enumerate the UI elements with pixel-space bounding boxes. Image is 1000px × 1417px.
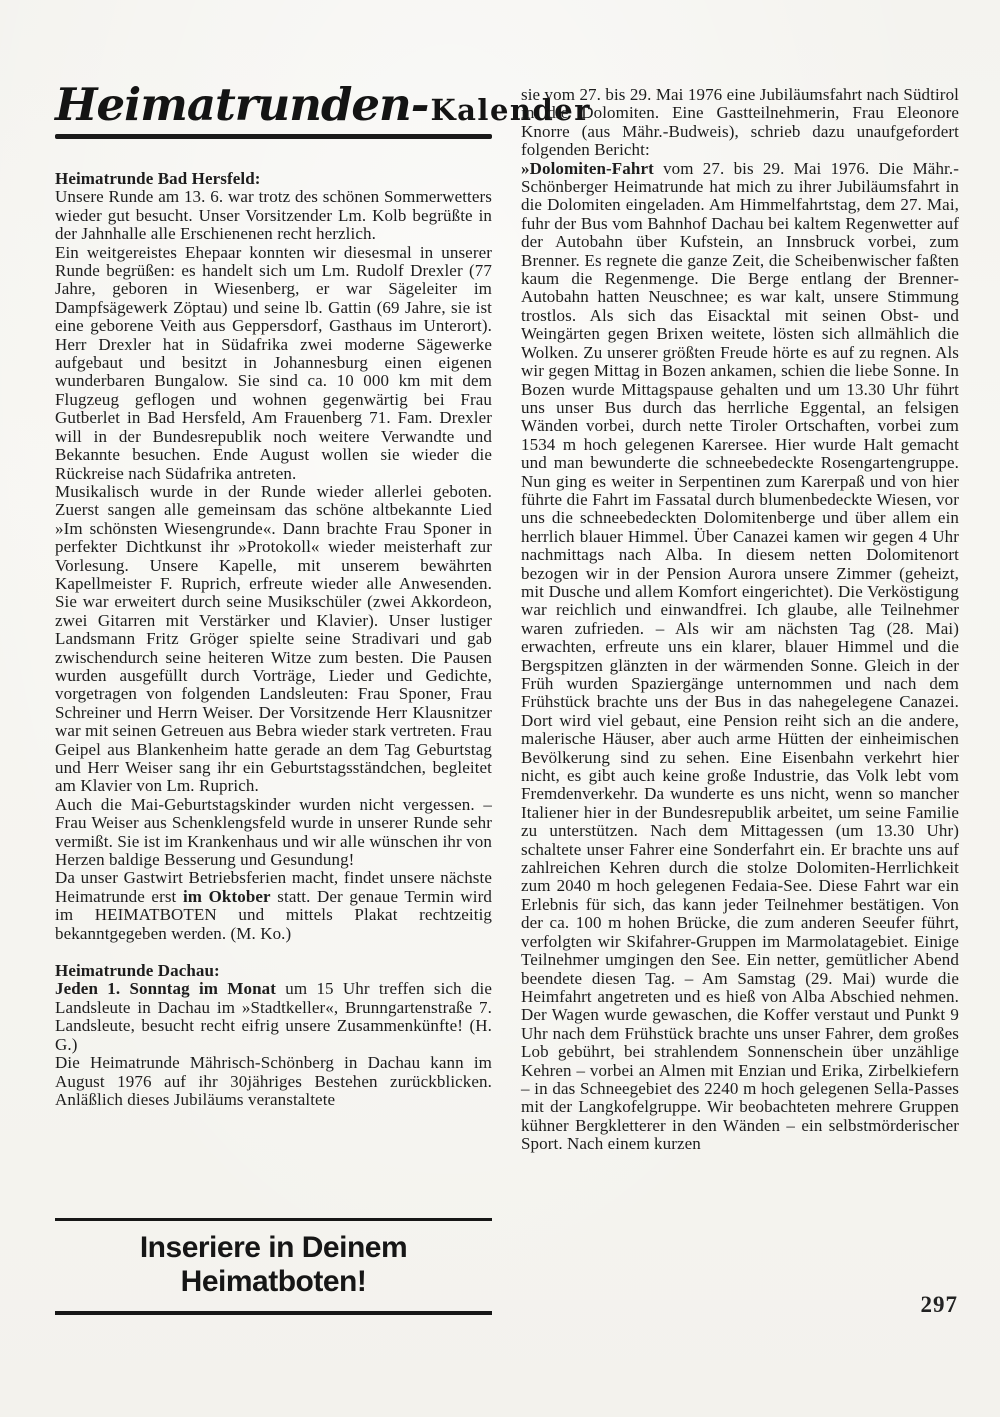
masthead <box>55 78 591 131</box>
masthead-rule <box>55 134 492 139</box>
paragraph-text: vom 27. bis 29. Mai 1976. Die Mähr.-Schönberger Heimatrunde hat mich zu ihrer Jubiläumsfahrt in die Dolomiten eingeladen. Am Himmelfahrtstag, dem 27. Mai, fuhr der Bus vom Bahnhof Dachau bei kaltem Regenwetter auf der Autobahn über Kufstein, an Innsbruck vorbei, zum Brenner. Es regnete die ganze Zeit, die Scheibenwischer faßten kaum die Regenmenge. Die Berge entlang der Brenner-Autobahn hatten Neuschnee; es war kalt, unsere Stimmung trostlos. Als sich das Eisacktal mit seinen Obst- und Weingärten gegen Brixen weitete, lösten sich allmählich die Wolken. Zu unserer größten Freude hörte es auf zu regnen. Als wir gegen Mittag in Bozen ankamen, schien die liebe Sonne. In Bozen wurde Mittagspause gehalten und um 13.30 Uhr führt uns unser Bus durch das herrliche Eggental, an felsigen Wänden vorbei, durch nette Tiroler Ortschaften, vorbei zum 1534 m hoch gelegenen Karersee. Hier wurde Halt gemacht und man bewunderte die schneebedeckte Rosengartengruppe. Nun ging es weiter in Serpentinen zum Karerpaß und von hier führte die Fahrt im Fassatal durch blumenbedeckte Wiesen, vor uns die schneebedeckten Dolomitenberge und über allem ein herrlich blauer Himmel. Über Canazei kamen wir gegen 4 Uhr nachmittags nach Alba. In diesem netten Dolomitenort bezogen wir in der Pension Aurora unsere Zimmer (geheizt, mit Dusche und allem Komfort eingerichtet). Die Verköstigung war reichlich und einwandfrei. Ich glaube, alle Teilnehmer waren zufrieden. – Als wir am nächsten Tag (28. Mai) erwachten, erfreute uns ein klarer, blauer Himmel und die Bergspitzen glänzten in der wärmenden Sonne. Gleich in der Früh wurden Spaziergänge unternommen und nach dem Frühstück brachte uns der Bus in das nahegelegene Canazei. Dort wird viel gebaut, eine Pension reiht sich an die andere, malerische Häuser, aber auch arme Hütten der einheimischen Bevölkerung sind zu sehen. Eine Eisenbahn verkehrt hier nicht, es gibt auch keine große Industrie, das Volk lebt vom Fremdenverkehr. Da wunderte es uns nicht, wenn so mancher Italiener hier in der Bundesrepublik arbeitet, um seine Familie zu unterstützen. Nach dem Mittagessen (um 13.30 Uhr) schaltete unser Fahrer eine Sonderfahrt ein. Er brachte uns auf zahlreichen Kehren durch die stolze Dolomiten-Herrlichkeit zum 2040 m hoch gelegenen Fedaia-See. Diese Fahrt war ein Erlebnis für sich, das kann jeder Teilnehmer bestätigen. Von der ca. 100 m hohen Brücke, die zum anderen Seeufer führt, verfolgten wir Skifahrer-Gruppen im Marmolatagebiet. Einige Teilnehmer umgingen den See. Ein netter, gemütlicher Abend beendete diesen Tag. – Am Samstag (29. Mai) wurde die Heimfahrt angetreten und es hieß von Alba Abschied nehmen. Der Wagen wurde gewaschen, die Koffer verstaut und Punkt 9 Uhr nach dem Frühstück brachte uns unser Fahrer, dem großes Lob gebührt, bei strahlendem Sonnenschein über unzählige Kehren – vorbei an Almen mit Enzian und Erika, Zirbelkiefern – in das Schneegebiet des 2240 m hoch gelegenen Sella-Passes mit der Langkofelgruppe. Wir beobachteten mehrere Gruppen kühner Bergkletterer in den Wänden – ein selbstmörderischer Sport. Nach einem kurzen <box>521 158 959 1154</box>
page-number: 297 <box>920 1292 958 1317</box>
paragraph: Die Heimatrunde Mährisch-Schönberg in Dachau kann im August 1976 auf ihr 30jähriges Bestehen zurückblicken. Anläßlich dieses Jubiläums veranstaltete <box>55 1053 492 1109</box>
advert-banner <box>55 1218 492 1315</box>
paragraph <box>55 869 492 943</box>
masthead-title-script: Heimatrunden- <box>55 78 429 131</box>
paragraph-bold-text: im Oktober <box>182 886 271 906</box>
paragraph <box>521 160 959 1154</box>
banner-text: Inseriere in Deinem Heimatboten! <box>139 1231 408 1298</box>
paragraph: Auch die Mai-Geburtstagskinder wurden nicht vergessen. – Frau Weiser aus Schenklengsfeld wurde in unserer Runde sehr vermißt. Sie ist im Krankenhaus und wir alle wünschen ihr von Herzen baldige Besserung und Gesundung! <box>55 794 492 870</box>
paragraph: Musikalisch wurde in der Runde wieder allerlei geboten. Zuerst sangen alle gemeinsam das schöne altbekannte Lied »Im schönsten Wiesengrunde«. Dann brachte Frau Sponer in perfekter Dichtkunst ihr »Protokoll« wieder meisterhaft zur Vorlesung. Unsere Kapelle, mit unserem bewährten Kapellmeister F. Ruprich, erfreute wieder alle Anwesenden. Sie war erweitert durch seine Musikschüler (zwei Akkordeon, zwei Gitarren mit Verstärker und Klavier). Unser lustiger Landsmann Fritz Gröger spielte seine Stradivari und gab zwischendurch seine heiteren Witze zum besten. Die Pausen wurden ausgefüllt durch Vorträge, Lieder und Gedichte, vorgetragen von folgenden Landsleuten: Frau Sponer, Frau Schreiner und Herrn Weiser. Der Vorsitzende Herr Klausnitzer war mit seinen Getreuen aus Bebra wieder stark vertreten. Frau Geipel aus Blankenheim hatte gerade an dem Tag Geburtstag und Herr Weiser sang ihr ein Geburtstagsständchen, begleitet am Klavier von Lm. Ruprich. <box>55 481 492 796</box>
paragraph-bold-text: »Dolomiten-Fahrt <box>521 158 654 178</box>
paragraph: sie vom 27. bis 29. Mai 1976 eine Jubiläumsfahrt nach Südtirol in die Dolomiten. Eine Gastteilnehmerin, Frau Eleonore Knorre (aus Mähr.-Budweis), schrieb dazu unaufgefordert folgenden Bericht: <box>521 85 959 160</box>
paragraph: Unsere Runde am 13. 6. war trotz des schönen Sommerwetters wieder gut besucht. Unser Vorsitzender Lm. Kolb begrüßte in der Jahnhalle alle Erschienenen recht herzlich. <box>55 187 492 244</box>
section-heading-dachau: Heimatrunde Dachau: <box>55 961 220 981</box>
paragraph <box>55 980 492 1054</box>
paragraph-bold-text: Jeden 1. Sonntag im Monat <box>55 979 276 999</box>
paragraph-text: statt. Der genaue Termin wird im HEIMATBOTEN und mittels Plakat rechtzeitig bekanntgegeben werden. (M. Ko.) <box>55 886 492 943</box>
paragraph-text: Da unser Gastwirt Betriebsferien macht, findet unsere nächste Heimatrunde erst <box>55 868 492 906</box>
paragraph: Ein weitgereistes Ehepaar konnten wir diesesmal in unserer Runde begrüßen: es handelt sich um Lm. Rudolf Drexler (77 Jahre, geboren in Wiesenberg, er war Sägeleiter im Dampfsägewerk Zöptau) und seine lb. Gattin (69 Jahre, sie ist eine geborene Veith aus Geppersdorf, Gasthaus im Unterort). Herr Drexler hat in Südafrika zwei moderne Sägewerke aufgebaut und besitzt in Johannesburg einen eigenen wunderbaren Bungalow. Sie sind ca. 10 000 km mit dem Flugzeug geflogen und wohnen gegenwärtig bei Frau Gutberlet in Bad Hersfeld, Am Frauenberg 71. Fam. Drexler will in der Bundesrepublik noch weitere Verwandte und Bekannte besuchen. Ende August wollen sie wieder die Rückreise nach Südafrika antreten. <box>55 242 492 483</box>
paragraph-text: um 15 Uhr treffen sich die Landsleute in Dachau im »Stadtkeller«, Brunngartenstraße 7. Landsleute, besucht recht eifrig unsere Zusammenkünfte! (H. G.) <box>55 979 492 1054</box>
right-column <box>521 86 959 1154</box>
section-heading-bad-hersfeld: Heimatrunde Bad Hersfeld: <box>55 169 261 188</box>
masthead-title-rest: Kalender <box>430 93 591 127</box>
